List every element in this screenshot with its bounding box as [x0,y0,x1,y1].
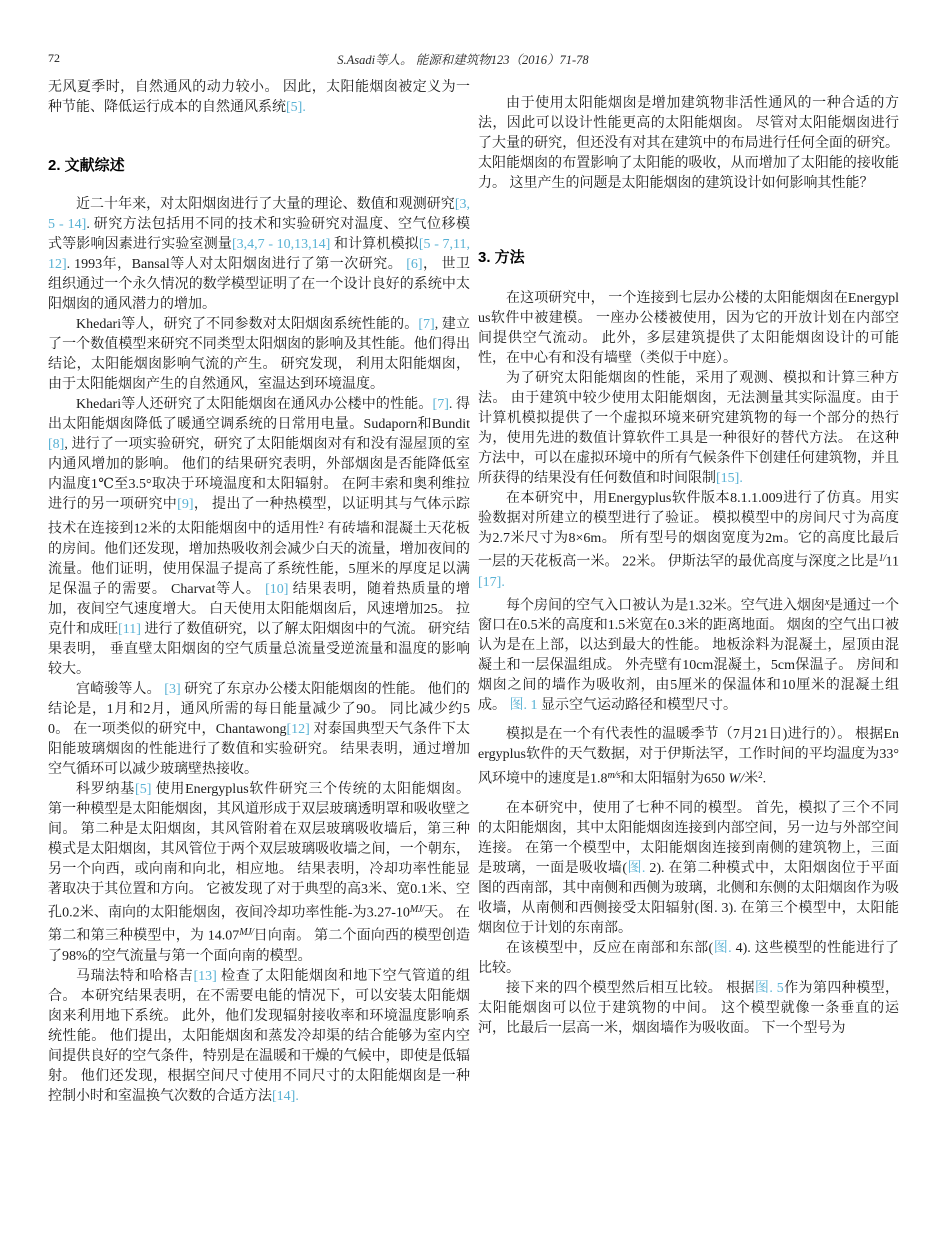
paragraph [48,395,470,680]
text-segment: m/s [607,770,621,782]
citation-link[interactable]: [5] [135,781,152,797]
text-segment: 2). 在第二种模式中，太阳烟囱位于平面图的西南部，其中南侧和西侧为玻璃，北侧和东侧的太阳烟囱作为吸收墙，从南侧和西侧接受太阳辐射(图. 3). 在第三个模型中，太阳能烟囱位于计划的东南部。 [478,860,899,936]
text-segment: 日向南。 第二个面向西的模型创造了98%的空气流量与第一个面向南的模型。 [48,928,471,964]
text-segment: x [824,596,829,608]
citation-link[interactable]: 图. [713,940,732,956]
citation-link[interactable]: [8] [48,437,65,452]
text-segment: 11 [885,554,899,570]
text-segment: . 研究方法包括用不同的技术和实验研究对温度、空气位移模式等影响因素进行实验室测量 [48,217,471,252]
text-segment: 4). 这些模型的性能进行了比较。 [478,940,899,976]
citation-link[interactable]: [3] [164,681,181,697]
text-segment: 2 [319,520,324,530]
text-segment: 2 [758,770,763,781]
citation-link[interactable]: [3,4,7 - 10,13,14] [232,237,331,252]
paragraph [478,725,899,790]
paragraph [478,369,899,489]
section-heading-literature-review: 2. 文献综述 [48,157,125,174]
text-segment: 使用Energyplus软件研究三个传统的太阳能烟囱。 第一种模型是太阳能烟囱，其风道形成于双层玻璃透明罩和吸收壁之间。 第二种是太阳烟囱，其风管附着在双层玻璃吸收墙后，第三种模式是太阳烟囱，其风管位于两个双层玻璃吸收墙之间，一个朝东，另一个向西，或向南和向北，相应地。 结果表明，冷却功率性能显著取决于其位置和方向。 它被发现了对于典型的高3米、宽0.1米、空孔0.2米、南向的太阳能烟囱，夜间冷却功率性能-为3.27-10 [48,781,470,921]
text-segment: ， 世卫组织通过一个永久情况的数学模型证明了在一个设计良好的系统中太阳烟囱的通风潜力的增加。 [48,257,470,312]
text-segment: 模拟是在一个有代表性的温暖季节（7月21日)进行的）。 根据Energyplus软件的天气数据，对于伊斯法罕，工作时间的平均温度为33°风环境中的速度是1.8 [478,727,899,787]
citation-link[interactable]: [15]. [716,471,743,486]
text-segment: 进行了数值研究，以了解太阳烟囱中的气流。 研究结果表明， 垂直壁太阳烟囱的空气质量总流量受逆流量和温度的影响较大。 [48,621,471,677]
text-segment: 作为第四种模型，太阳能烟囱可以位于建筑物的中间。 这个模型就像一条垂直的运河，比最后一层高一米，烟囱墙作为吸收面。 下一个型号为 [478,980,900,1036]
paragraph [48,967,470,1107]
paragraph [48,315,470,395]
text-segment: 科罗纳基 [76,781,136,797]
paragraph [478,593,899,717]
text-segment: 宫崎骏等人。 [76,681,165,697]
text-segment: 在本研究中，用Energyplus软件版本8.1.1.009进行了仿真。用实验数据对所建立的模型进行了验证。 模拟模型中的房间尺寸为高度为2.7米尺寸为8×6m。 所有型号的烟囱宽度为2m。它的高度比最后一层的天花板高一米。 22米。 伊斯法罕的最优高度与深度之比是 [478,491,899,570]
citation-link[interactable]: [6] [406,257,423,272]
citation-link[interactable]: [7] [432,397,449,412]
page-header [48,50,878,68]
text-segment: 近二十年来，对太阳烟囱进行了大量的理论、数值和观测研究 [76,197,455,212]
text-segment: Khedari等人，研究了不同参数对太阳烟囱系统性能的。 [76,317,419,332]
text-segment: 在本研究中，使用了七种不同的模型。 首先，模拟了三个不同的太阳能烟囱，其中太阳能烟囱连接到内部空间，另一边与外部空间连接。 在第一个模型中，太阳能烟囱连接到南侧的建筑物上，三面是玻璃，一面是吸收墙( [478,800,899,876]
text-segment: ， 提出了一种热模型，以证明其与气体示踪技术在连接到12米的太阳能烟囱中的适用性 [48,497,470,537]
citation-link[interactable]: [12] [286,721,310,737]
text-segment: 每个房间的空气入口被认为是1.32米。空气进入烟囱 [506,598,825,614]
citation-link[interactable]: [10] [265,581,289,597]
text-segment: 天。 在第二和第三种模型中，为 14.07 [48,905,471,944]
paragraph [48,680,470,780]
text-segment: , 进行了一项实验研究，研究了太阳能烟囱对有和没有湿屋顶的室内通风增加的影响。 他们的结果研究表明，外部烟囱是否能降低室内温度1℃至3.5°取决于环境温度和太阳辐射。 在阿丰索和奥利维拉进行的另一项研究中 [48,437,470,512]
citation-link[interactable]: [5]. [286,100,306,115]
text-segment: 无风夏季时，自然通风的动力较小。 因此，太阳能烟囱被定义为一种节能、降低运行成本的自然通风系统 [48,80,470,115]
paragraph [478,979,899,1039]
text-segment: 在该模型中，反应在南部和东部( [506,940,714,956]
text-segment: . 得出太阳能烟囱降低了暖通空调系统的日常用电量。Sudaporn和Bundit [48,397,471,432]
text-segment: 对泰国典型天气条件下太阳能玻璃烟囱的性能进行了数值和实验研究。 结果表明，通过增加空气循环可以减少玻璃壁热接收。 [48,721,471,777]
text-segment: 在这项研究中， 一个连接到七层办公楼的太阳能烟囱在Energyplus软件中被建模。 一座办公楼被使用，因为它的开放计划在内部空间提供空气流动。 此外，多层建筑提供了太阳能烟囱设计的可能性，在中心有和没有墙壁（类似于中庭）。 [478,291,899,366]
citation-link[interactable]: 图. 5 [754,980,784,996]
text-segment: 接下来的四个模型然后相互比较。 根据 [506,980,755,996]
citation-link[interactable]: [11] [118,621,141,637]
paragraph [478,489,899,593]
text-segment: 和计算机模拟 [330,237,419,252]
text-segment: . 1993年，Bansal等人对太阳烟囱进行了第一次研究。 [66,257,407,272]
text-segment: 结果表明，随着热质量的增加，夜间空气速度增大。 白天使用太阳能烟囱后，风速增加25。 拉克什和成旺 [48,581,471,637]
citation-link[interactable]: [9] [177,497,194,512]
text-segment: 由于使用太阳能烟囱是增加建筑物非活性通风的一种合适的方法，因此可以设计性能更高的太阳能烟囱。 尽管对太阳能烟囱进行了大量的研究，但还没有对其在建筑中的布局进行任何全面的研究。 太阳能烟囱的布置影响了太阳能的吸收，从而增加了太阳能的接收能力。 这里产生的问题是太阳能烟囱的建筑设计如何影响其性能？ [478,96,899,191]
text-segment: 研究了东京办公楼太阳能烟囱的性能。 他们的结论是，1月和2月，通风所需的每日能量减少了90。 同比减少约50。 在一项类似的研究中，Chantawong [48,681,471,737]
text-segment: Khedari等人还研究了太阳能烟囱在通风办公楼中的性能。 [76,397,433,412]
citation-link[interactable]: [3,5 - 14] [48,197,470,232]
paragraph-continuation [48,78,470,118]
text-segment: 和太阳辐射为650 [620,771,729,787]
paragraph [478,289,899,369]
text-segment: W/ [728,771,745,787]
citation-link[interactable]: 图. [627,860,646,876]
text-segment: 马瑞法特和哈格吉 [76,968,194,984]
section-heading-method: 3. 方法 [478,249,525,266]
text-segment: 为了研究太阳能烟囱的性能，采用了观测、模拟和计算三种方法。 由于建筑中较少使用太阳能烟囱，无法测量其实际温度。由于计算机模拟提供了一个虚拟环境来研究建筑物的每一个部分的热行为，使用先进的数值计算软件工具是一种很好的替代方法。 在这种方法中，可以在虚拟环境中的所有气候条件下创建任何建筑物，并且所获得的结果没有任何数值和时间限制 [478,371,899,486]
paragraph [48,195,470,315]
running-header: S.Asadi等人。 能源和建筑物123（2016）71-78 [337,53,589,67]
text-segment: 有砖墙和混凝土天花板的房间。他们还发现，增加热吸收剂会减少白天的流量，增加夜间的流量。他们证明，使用保温子提高了系统性能，5厘米的厚度足以满足保温子的需要。 Charvat等人。 [48,521,471,597]
citation-link[interactable]: [13] [193,968,217,984]
citation-link[interactable]: [17]. [478,574,505,590]
left-column [48,78,470,1107]
citation-link[interactable]: [7] [418,317,435,332]
text-segment: MJ/ [409,903,425,915]
text-segment: 是通过一个窗口在0.5米的高度和1.5米宽在0.3米的距离地面。 烟囱的空气出口被认为是在上部，以达到最大的性能。 地板涂料为混凝土，屋顶由混凝土和一层保温组成。 外壳壁有10cm混凝土，5cm保温子。 房间和烟囱之间的墙作为吸收剂，由5厘米的保温体和10厘米的混凝土组成。 [478,598,900,714]
text-segment: 米 [744,771,759,787]
text-segment: 显示空气运动路径和模型尺寸。 [537,698,737,714]
citation-link[interactable]: 图. 1 [509,698,538,714]
paragraph [48,780,470,967]
text-segment: . [762,771,767,787]
right-column [478,78,899,1039]
text-segment: 检查了太阳能烟囱和地下空气管道的组合。 本研究结果表明，在不需要电能的情况下，可以安装太阳能烟囱来利用地下系统。 此外，他们发现辐射接收率和环境温度影响系统性能。 他们提出，太阳能烟囱和蒸发冷却渠的结合能够为室内空间提供良好的空气条件，特别是在温暖和干燥的气候中，即使是低辐射。 他们还发现，根据空间尺寸使用不同尺寸的太阳能烟囱是一种控制小时和室温换气次数的合适方法 [48,968,471,1104]
text-segment: , 建立了一个数值模型来研究不同类型太阳烟囱的影响及其性能。他们得出结论，太阳能烟囱影响气流的产生。 研究发现， 利用太阳能烟囱，由于太阳能烟囱产生的自然通风，室温达到环境温度。 [48,317,471,392]
paragraph [478,799,899,939]
text-segment: MJ/ [239,927,254,939]
paragraph [478,939,899,979]
citation-link[interactable]: [5 - 7,11,12] [48,237,470,272]
text-segment: 1/ [878,553,886,564]
paragraph [478,94,899,194]
citation-link[interactable]: [14]. [272,1088,299,1104]
page-number: 72 [48,51,60,65]
